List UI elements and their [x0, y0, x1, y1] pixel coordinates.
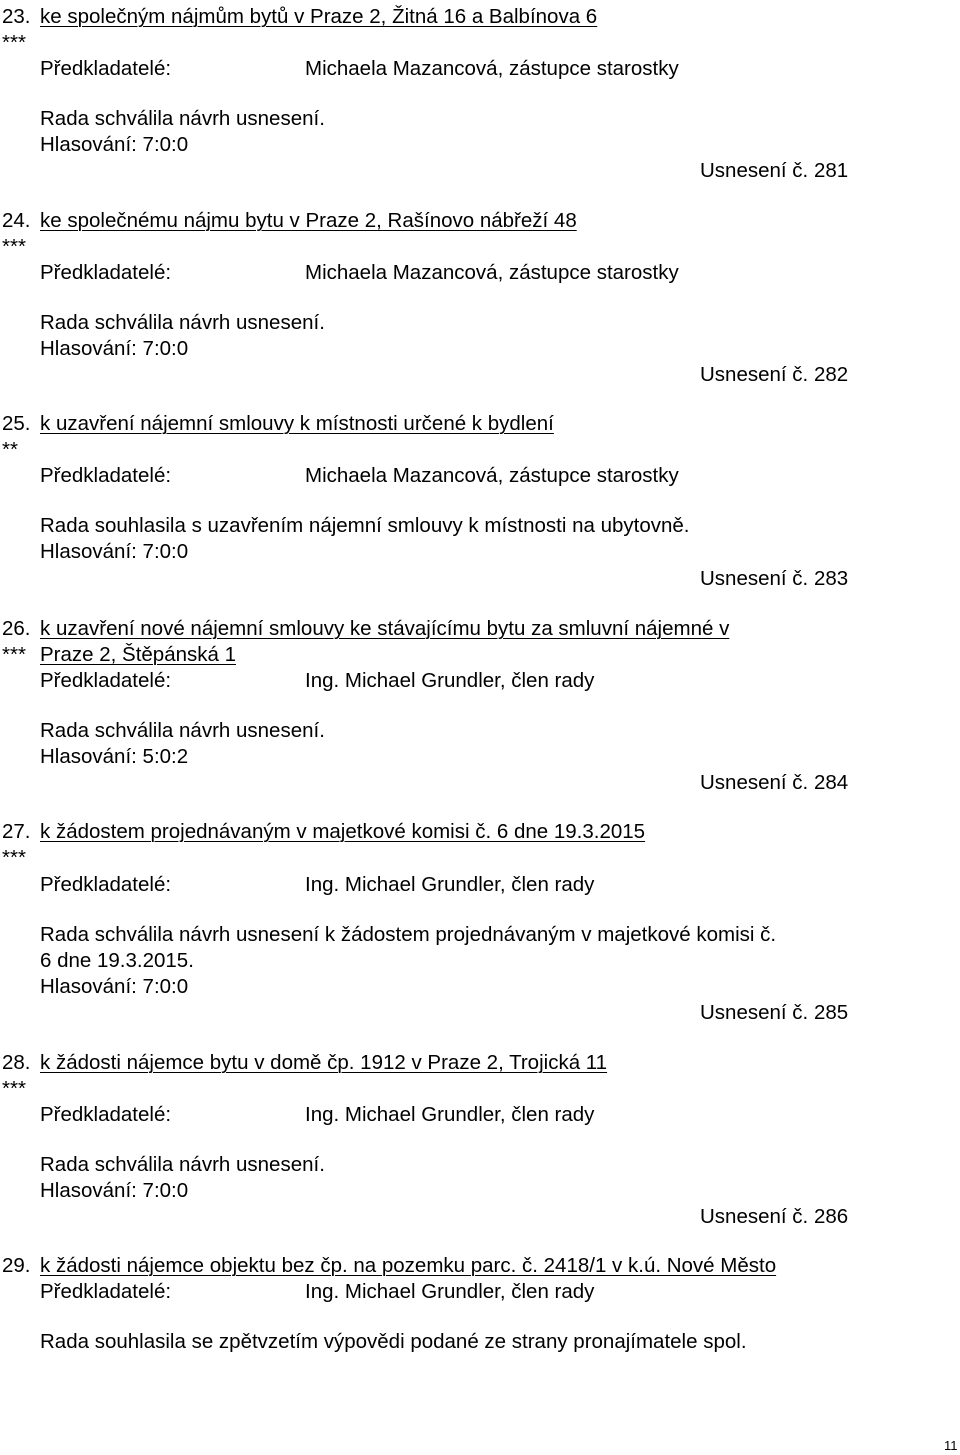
proposer-label: Předkladatelé: [40, 261, 172, 284]
resolution-number: Usnesení č. 284 [700, 771, 849, 794]
proposer-label: Předkladatelé: [40, 1280, 172, 1303]
item-number: 28. [2, 1051, 31, 1074]
item-number: 26. [2, 617, 31, 640]
decision-text: Rada schválila návrh usnesení. [40, 311, 325, 334]
decision-text: Rada souhlasila s uzavřením nájemní smlouvy k místnosti na ubytovně. [40, 514, 690, 537]
vote-result: Hlasování: 7:0:0 [40, 133, 189, 156]
importance-stars: *** [2, 643, 26, 666]
proposer-name: Ing. Michael Grundler, člen rady [305, 669, 595, 692]
decision-text-line-1: Rada schválila návrh usnesení k žádostem projednávaným v majetkové komisi č. [40, 923, 777, 946]
resolution-number: Usnesení č. 283 [700, 567, 849, 590]
item-title: k žádosti nájemce objektu bez čp. na pozemku parc. č. 2418/1 v k.ú. Nové Město [40, 1254, 777, 1277]
item-number: 29. [2, 1254, 31, 1277]
item-title-line-2: Praze 2, Štěpánská 1 [40, 643, 237, 666]
decision-text: Rada schválila návrh usnesení. [40, 107, 325, 130]
resolution-number: Usnesení č. 281 [700, 159, 849, 182]
vote-result: Hlasování: 7:0:0 [40, 975, 189, 998]
proposer-label: Předkladatelé: [40, 669, 172, 692]
proposer-label: Předkladatelé: [40, 1103, 172, 1126]
proposer-name: Ing. Michael Grundler, člen rady [305, 873, 595, 896]
item-title: k žádosti nájemce bytu v domě čp. 1912 v Praze 2, Trojická 11 [40, 1051, 608, 1074]
importance-stars: *** [2, 31, 26, 54]
decision-text-line-2: 6 dne 19.3.2015. [40, 949, 194, 972]
vote-result: Hlasování: 5:0:2 [40, 745, 189, 768]
proposer-name: Ing. Michael Grundler, člen rady [305, 1103, 595, 1126]
item-title: k žádostem projednávaným v majetkové komisi č. 6 dne 19.3.2015 [40, 820, 646, 843]
importance-stars: *** [2, 235, 26, 258]
vote-result: Hlasování: 7:0:0 [40, 540, 189, 563]
proposer-label: Předkladatelé: [40, 57, 172, 80]
item-title: ke společným nájmům bytů v Praze 2, Žitná 16 a Balbínova 6 [40, 5, 598, 28]
item-title-line-1: k uzavření nové nájemní smlouvy ke stávajícímu bytu za smluvní nájemné v [40, 617, 730, 640]
importance-stars: *** [2, 1077, 26, 1100]
proposer-name: Michaela Mazancová, zástupce starostky [305, 261, 679, 284]
resolution-number: Usnesení č. 285 [700, 1001, 849, 1024]
item-number: 24. [2, 209, 31, 232]
importance-stars: *** [2, 846, 26, 869]
item-number: 25. [2, 412, 31, 435]
proposer-name: Michaela Mazancová, zástupce starostky [305, 464, 679, 487]
decision-text: Rada souhlasila se zpětvzetím výpovědi podané ze strany pronajímatele spol. [40, 1330, 747, 1353]
proposer-name: Ing. Michael Grundler, člen rady [305, 1280, 595, 1303]
proposer-name: Michaela Mazancová, zástupce starostky [305, 57, 679, 80]
vote-result: Hlasování: 7:0:0 [40, 1179, 189, 1202]
page-number: 11 [944, 1438, 958, 1453]
item-number: 23. [2, 5, 31, 28]
resolution-number: Usnesení č. 286 [700, 1205, 849, 1228]
vote-result: Hlasování: 7:0:0 [40, 337, 189, 360]
proposer-label: Předkladatelé: [40, 464, 172, 487]
decision-text: Rada schválila návrh usnesení. [40, 719, 325, 742]
proposer-label: Předkladatelé: [40, 873, 172, 896]
item-title: k uzavření nájemní smlouvy k místnosti určené k bydlení [40, 412, 554, 435]
item-number: 27. [2, 820, 31, 843]
resolution-number: Usnesení č. 282 [700, 363, 849, 386]
decision-text: Rada schválila návrh usnesení. [40, 1153, 325, 1176]
item-title: ke společnému nájmu bytu v Praze 2, Rašínovo nábřeží 48 [40, 209, 577, 232]
importance-stars: ** [2, 438, 18, 461]
